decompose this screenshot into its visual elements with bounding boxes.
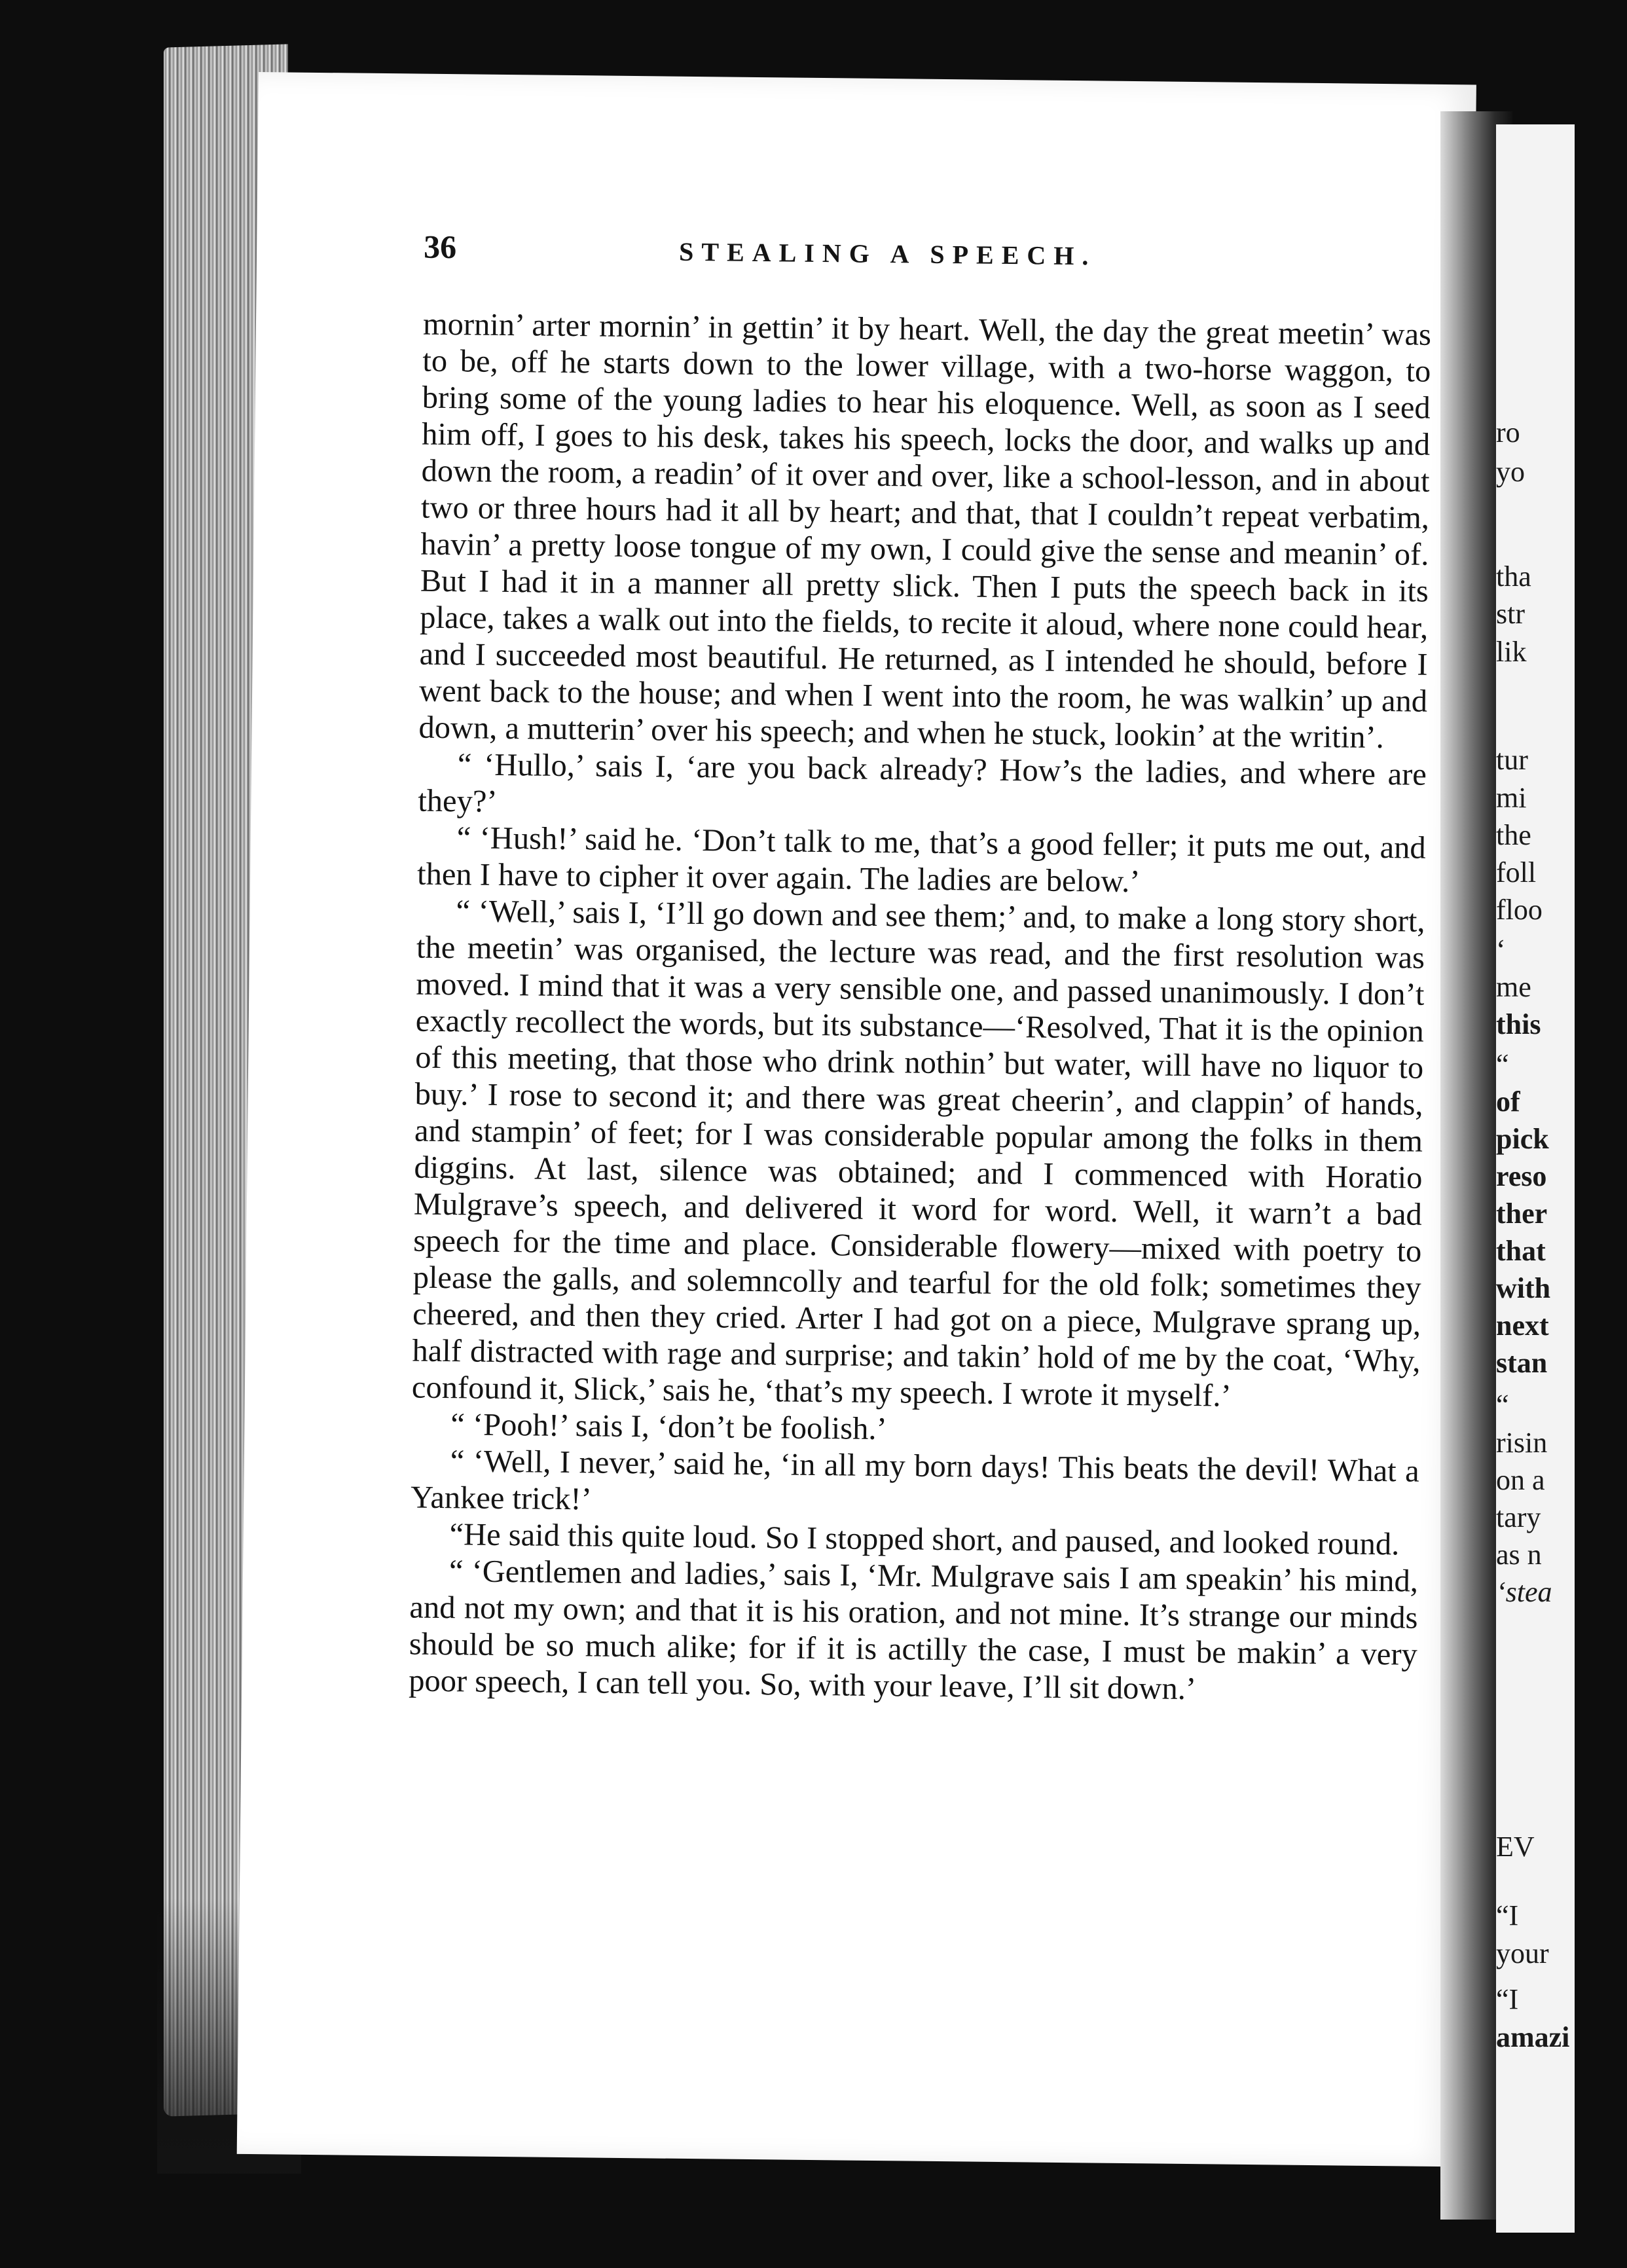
facing-fragment: me [1496,971,1531,1003]
page-text-block [409,228,1432,1710]
facing-fragment: “I [1496,1899,1519,1931]
facing-fragment: of [1496,1086,1520,1118]
facing-fragment: stan [1496,1347,1548,1379]
facing-fragment: “ [1496,1389,1509,1421]
facing-fragment: with [1496,1272,1551,1304]
facing-fragment: tha [1496,560,1531,593]
facing-fragment: the [1496,819,1531,851]
paragraph: “ ‘Well,’ sais I, ‘I’ll go down and see them;’ and, to make a long story short, the meetin’ was organised, the lecture was read, and the first resolution was moved. I mind that it was a very sensible one, and passed unanimously. I don’t exactly recollect the words, but its substance—‘Resolved, That it is the opinion of this meeting, that those who drink nothin’ but water, will have no liquor to buy.’ I rose to second it; and there was great cheerin’, and clappin’ of hands, and stampin’ of feet; for I was considerable popular among the folks in them diggins. At last, silence was obtained; and I commenced with Horatio Mulgrave’s speech, and delivered it word for word. Well, it warn’t a bad speech for the time and place. Considerable flowery—mixed with poetry to please the galls, and solemncolly and tearful for the old folk; sometimes they cheered, and then they cried. Arter I had got on a piece, Mulgrave sprang up, half distracted with rage and surprise; and takin’ hold of me by the coat, ‘Why, confound it, Slick,’ sais he, ‘that’s my speech. I wrote it myself.’ [411,894,1425,1414]
facing-fragment: ro [1496,416,1520,448]
paragraph: “ ‘Hush!’ said he. ‘Don’t talk to me, that’s a good feller; it puts me out, and then I have to cipher it over again. The ladies are below.’ [416,820,1426,900]
facing-fragment: foll [1496,856,1537,888]
facing-fragment: that [1496,1235,1546,1267]
facing-fragment: floo [1496,894,1543,926]
facing-fragment: “I [1496,1983,1519,2015]
paragraph: “ ‘Hullo,’ sais I, ‘are you back already? How’s the ladies, and where are they?’ [418,747,1427,819]
facing-fragment: your [1496,1937,1549,1969]
facing-fragment: lik [1496,636,1527,668]
facing-fragment: ther [1496,1198,1548,1230]
paragraph: “ ‘Gentlemen and ladies,’ sais I, ‘Mr. Mulgrave sais I am speakin’ his mind, and not my own; and that it is his oration, and not mine. It’s strange our minds should be so much alike; for if it is actilly the case, I must be makin’ a very poor speech, I can tell you. So, with your leave, I’ll sit down.’ [409,1554,1419,1707]
facing-fragment: reso [1496,1160,1547,1192]
facing-page [1496,124,1575,2233]
facing-fragment: yo [1496,456,1525,488]
page-number: 36 [423,228,457,266]
facing-fragment: str [1496,598,1525,630]
paragraph: “ ‘Well, I never,’ said he, ‘in all my born days! This beats the devil! What a Yankee trick!’ [410,1444,1419,1517]
facing-fragment: risin [1496,1427,1548,1459]
facing-fragment: as n [1496,1539,1542,1571]
facing-fragment: next [1496,1309,1549,1342]
facing-fragment: tary [1496,1501,1541,1533]
facing-fragment: pick [1496,1123,1549,1155]
facing-fragment: “ [1496,1048,1509,1080]
facing-fragment: ‘stea [1496,1576,1552,1608]
running-head [423,228,1432,310]
paragraph: “He said this quite loud. So I stopped short, and paused, and looked round. [449,1517,1400,1562]
running-title: STEALING A SPEECH. [678,236,1097,271]
body-text [409,306,1431,1710]
facing-fragment: on a [1496,1464,1545,1496]
facing-fragment: mi [1496,782,1527,814]
facing-fragment: EV [1496,1831,1535,1863]
facing-fragment: amazi [1496,2021,1570,2053]
left-page [237,72,1476,2167]
paragraph: “ ‘Pooh!’ sais I, ‘don’t be foolish.’ [450,1407,887,1447]
facing-fragment: ‘ [1496,934,1506,966]
paragraph: mornin’ arter mornin’ in gettin’ it by heart. Well, the day the great meetin’ was to be, off he starts down to the lower village, with a two-horse waggon, to bring some of the young ladies to hear his eloquence. Well, as soon as I seed him off, I goes to his desk, takes his speech, locks the door, and walks up and down the room, a readin’ of it over and over, like a school-lesson, and in about two or three hours had it all by heart; and that, that I couldn’t repeat verbatim, havin’ a pretty loose tongue of my own, I could give the sense and meanin’ of. But I had it in a manner all pretty slick. Then I puts the speech back in its place, takes a walk out into the fields, to recite it aloud, where none could hear, and I succeeded most beautiful. He returned, as I intended he should, before I went back to the house; and when I went into the room, he was walkin’ up and down, a mutterin’ over his speech; and when he stuck, lookin’ at the writin’. [418,306,1432,756]
facing-fragment: this [1496,1008,1541,1040]
facing-fragment: tur [1496,744,1528,776]
